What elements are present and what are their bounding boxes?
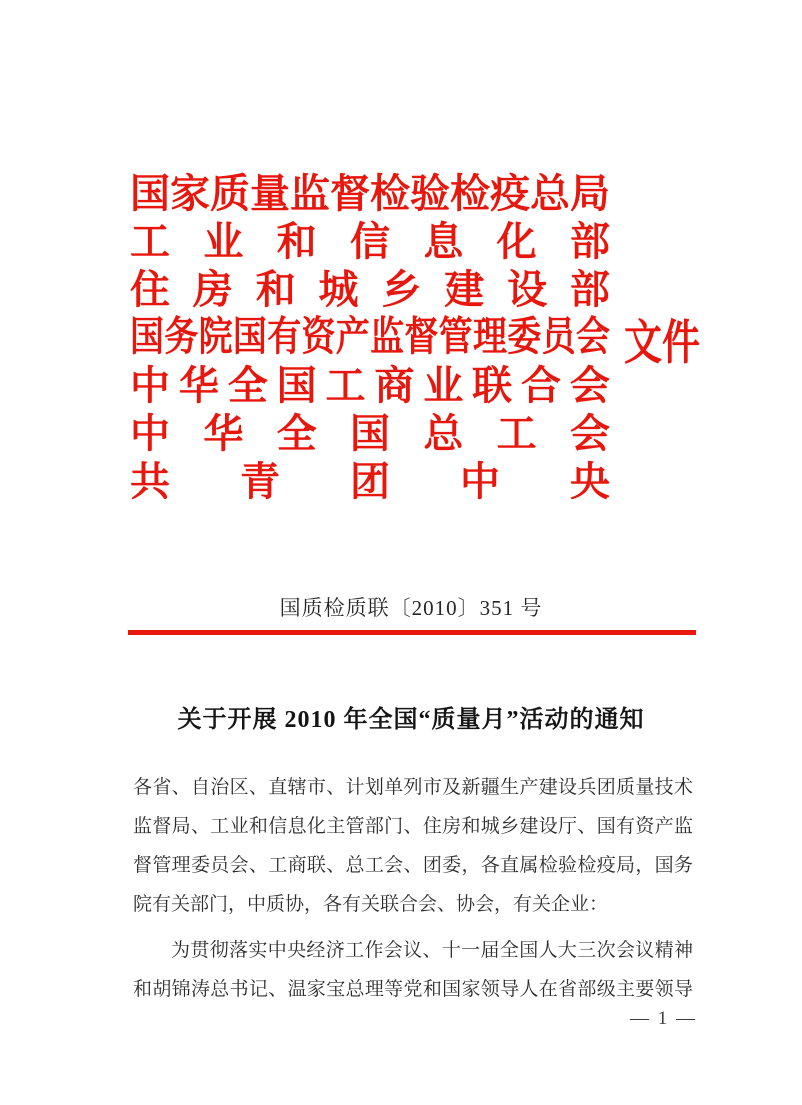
body-line: 为贯彻落实中央经济工作会议、十一届全国人大三次会议精神 bbox=[171, 940, 693, 961]
agency-char: 督 bbox=[330, 171, 370, 216]
body-line: 和胡锦涛总书记、温家宝总理等党和国家领导人在省部级主要领导 bbox=[133, 979, 693, 1000]
agency-char: 城 bbox=[318, 267, 359, 312]
document-body bbox=[133, 768, 693, 1009]
agency-char: 检 bbox=[450, 171, 490, 216]
agency-char: 委 bbox=[507, 315, 542, 360]
recipients-paragraph bbox=[133, 768, 693, 924]
agency-char: 商 bbox=[374, 363, 415, 408]
agency-char: 全 bbox=[276, 411, 317, 456]
agency-char: 检 bbox=[370, 171, 410, 216]
agency-char: 资 bbox=[301, 315, 336, 360]
agency-line bbox=[130, 362, 610, 410]
agency-char: 会 bbox=[575, 315, 610, 360]
agency-line bbox=[130, 266, 610, 314]
body-line: 督管理委员会、工商联、总工会、团委，各直属检验检疫局，国务 bbox=[133, 855, 693, 876]
agency-char: 化 bbox=[496, 219, 537, 264]
agency-char: 量 bbox=[250, 171, 290, 216]
agency-char: 局 bbox=[570, 171, 610, 216]
agency-char: 合 bbox=[521, 363, 561, 408]
agency-char: 验 bbox=[410, 171, 450, 216]
agency-char: 管 bbox=[438, 315, 473, 360]
agency-char: 质 bbox=[210, 171, 250, 216]
agency-char: 工 bbox=[325, 363, 366, 408]
agency-char: 疫 bbox=[490, 171, 530, 216]
agency-char: 工 bbox=[496, 411, 537, 456]
agency-char: 乡 bbox=[381, 267, 422, 312]
agency-char: 息 bbox=[423, 219, 464, 264]
agency-char: 监 bbox=[370, 315, 405, 360]
agency-char: 部 bbox=[569, 267, 610, 312]
agency-char: 监 bbox=[290, 171, 330, 216]
agency-char: 住 bbox=[130, 267, 170, 312]
agency-char: 中 bbox=[130, 363, 170, 408]
body-line: 监督局、工业和信息化主管部门、住房和城乡建设厅、国有资产监 bbox=[133, 816, 693, 837]
agency-line bbox=[130, 170, 610, 218]
body-paragraph bbox=[133, 931, 693, 1009]
page-number: — 1 — bbox=[630, 1008, 697, 1029]
agency-char: 团 bbox=[350, 459, 390, 504]
agency-char: 业 bbox=[423, 363, 464, 408]
agency-char: 工 bbox=[130, 219, 170, 264]
agency-char: 青 bbox=[240, 459, 280, 504]
agency-char: 总 bbox=[423, 411, 464, 456]
agency-char: 和 bbox=[276, 219, 317, 264]
agency-char: 设 bbox=[507, 267, 548, 312]
agency-line bbox=[130, 310, 610, 367]
agency-char: 总 bbox=[530, 171, 570, 216]
agency-char: 产 bbox=[335, 315, 370, 360]
agency-char: 华 bbox=[178, 363, 219, 408]
agency-line bbox=[130, 218, 610, 266]
agency-char: 中 bbox=[460, 459, 500, 504]
agency-char: 共 bbox=[130, 459, 170, 504]
agency-char: 理 bbox=[472, 315, 507, 360]
body-line: 各省、自治区、直辖市、计划单列市及新疆生产建设兵团质量技术 bbox=[133, 777, 693, 798]
agency-char: 联 bbox=[472, 363, 513, 408]
agency-char: 和 bbox=[255, 267, 296, 312]
document-type-label: 文件 bbox=[624, 317, 701, 370]
agency-char: 全 bbox=[227, 363, 268, 408]
agency-char: 国 bbox=[349, 411, 390, 456]
agency-line bbox=[130, 458, 610, 506]
agency-char: 建 bbox=[444, 267, 485, 312]
agency-char: 国 bbox=[130, 171, 170, 216]
document-title: 关于开展 2010 年全国“质量月”活动的通知 bbox=[177, 707, 645, 733]
red-divider-line bbox=[128, 630, 696, 635]
agency-char: 部 bbox=[569, 219, 610, 264]
agency-char: 国 bbox=[232, 315, 267, 360]
document-number: 国质检质联〔2010〕351 号 bbox=[279, 596, 543, 620]
agency-char: 央 bbox=[570, 459, 610, 504]
agency-char: 家 bbox=[170, 171, 210, 216]
agency-char: 信 bbox=[349, 219, 390, 264]
agency-char: 有 bbox=[267, 315, 302, 360]
agency-list bbox=[130, 170, 610, 506]
agency-char: 国 bbox=[130, 315, 164, 360]
agency-char: 员 bbox=[541, 315, 576, 360]
agency-char: 务 bbox=[164, 315, 199, 360]
agency-char: 国 bbox=[276, 363, 317, 408]
agency-line bbox=[130, 410, 610, 458]
agency-char: 房 bbox=[192, 267, 233, 312]
agency-char: 督 bbox=[404, 315, 439, 360]
document-header bbox=[130, 170, 700, 506]
agency-char: 华 bbox=[203, 411, 244, 456]
body-line: 院有关部门，中质协，各有关联合会、协会，有关企业： bbox=[133, 894, 609, 915]
agency-char: 中 bbox=[130, 411, 170, 456]
agency-char: 院 bbox=[198, 315, 233, 360]
agency-char: 会 bbox=[569, 411, 610, 456]
agency-char: 业 bbox=[203, 219, 244, 264]
agency-char: 会 bbox=[569, 363, 610, 408]
